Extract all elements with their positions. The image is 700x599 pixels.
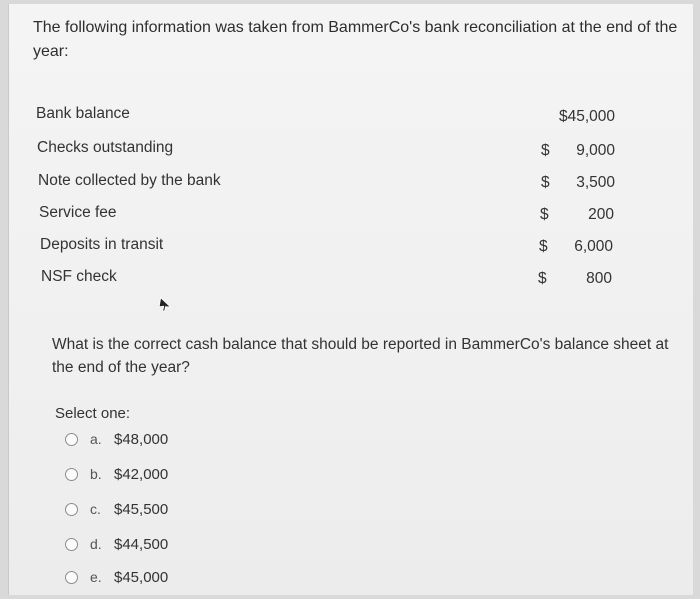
radio-button[interactable] (65, 503, 78, 516)
item-amount: 200 (588, 206, 614, 223)
item-amount: 3,500 (576, 174, 615, 191)
item-value-nsf-check (536, 270, 612, 288)
currency-symbol: $ (539, 238, 548, 255)
option-letter: d. (90, 536, 102, 552)
option-text: $45,500 (114, 500, 169, 518)
item-value-service-fee (538, 206, 614, 224)
select-one-label: Select one: (55, 405, 131, 422)
item-amount: 45,000 (567, 108, 615, 125)
answer-option-d[interactable] (65, 533, 168, 555)
option-text: $48,000 (114, 430, 169, 448)
item-amount: 800 (586, 270, 612, 287)
option-text: $42,000 (114, 465, 169, 483)
currency-symbol: $ (541, 174, 550, 191)
answer-option-c[interactable] (65, 498, 168, 520)
option-text: $45,000 (114, 568, 169, 586)
answer-option-b[interactable] (65, 463, 168, 485)
item-label-bank-balance: Bank balance (36, 105, 130, 122)
question-intro: The following information was taken from BammerCo's bank reconciliation at the end of the year: (33, 19, 678, 60)
option-letter: b. (90, 466, 102, 482)
item-amount: 9,000 (576, 142, 615, 159)
mouse-pointer-icon (157, 296, 171, 312)
item-value-bank-balance (539, 108, 615, 126)
answer-option-e[interactable] (65, 566, 168, 588)
currency-symbol: $ (540, 206, 549, 223)
currency-symbol: $ (541, 142, 550, 159)
item-label-checks-outstanding: Checks outstanding (37, 139, 174, 156)
option-letter: e. (90, 569, 102, 585)
radio-button[interactable] (65, 538, 78, 551)
item-label-service-fee: Service fee (39, 204, 117, 221)
question-panel (8, 4, 693, 595)
option-letter: a. (90, 431, 102, 447)
answer-option-a[interactable] (65, 428, 168, 450)
option-text: $44,500 (114, 535, 169, 553)
item-label-deposits-in-transit: Deposits in transit (40, 236, 164, 253)
item-label-nsf-check: NSF check (41, 268, 117, 285)
question-text: What is the correct cash balance that should be reported in BammerCo's balance sheet at the end of the year? (52, 336, 669, 376)
item-label-note-collected: Note collected by the bank (38, 172, 221, 189)
radio-button[interactable] (65, 433, 78, 446)
option-letter: c. (90, 501, 101, 517)
item-value-deposits-in-transit (537, 238, 613, 256)
item-amount: 6,000 (574, 238, 613, 255)
item-value-checks-outstanding (539, 142, 615, 160)
radio-button[interactable] (65, 571, 78, 584)
currency-symbol: $ (538, 270, 547, 287)
item-value-note-collected (539, 174, 615, 192)
currency-symbol: $ (558, 108, 568, 125)
radio-button[interactable] (65, 468, 78, 481)
